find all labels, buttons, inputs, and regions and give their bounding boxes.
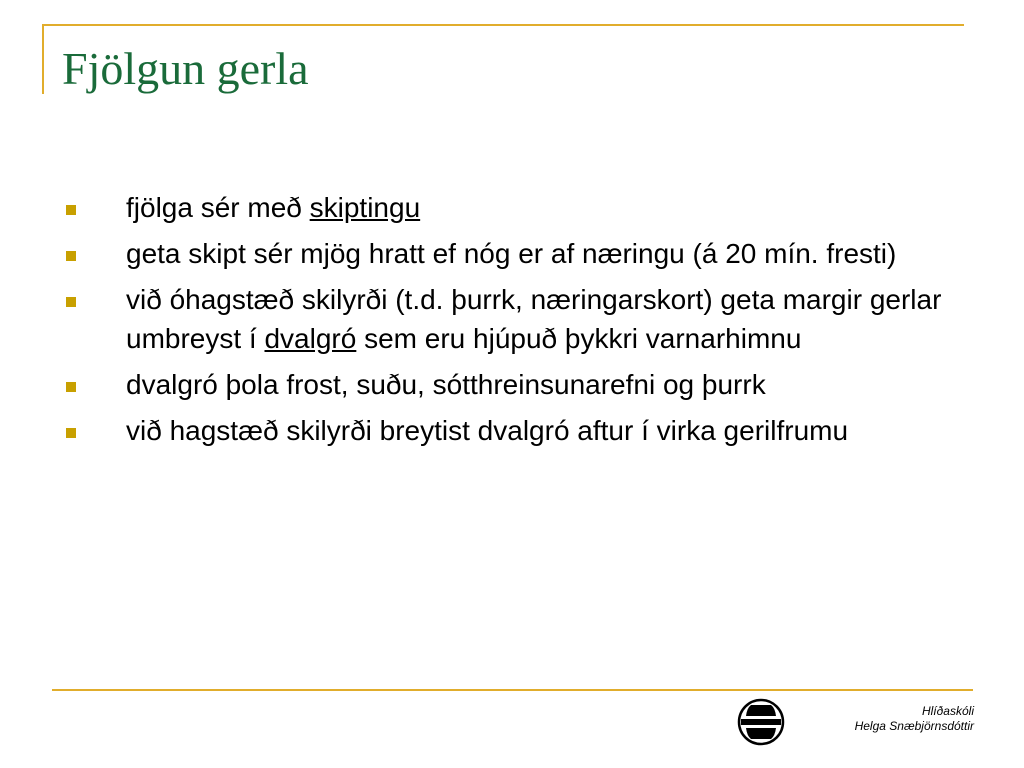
bullet-text: geta skipt sér mjög hratt ef nóg er af næringu (á 20 mín. fresti) bbox=[126, 238, 897, 269]
bullet-item-3 bbox=[66, 280, 976, 358]
dvalgro-link[interactable]: dvalgró bbox=[264, 323, 357, 354]
bullet-text: við óhagstæð skilyrði (t.d. þurrk, næringarskort) geta margir gerlar umbreyst í bbox=[126, 284, 942, 354]
bullet-text: dvalgró þola frost, suðu, sótthreinsunarefni og þurrk bbox=[126, 369, 766, 400]
bullet-square-icon bbox=[66, 205, 76, 215]
bullet-item-2 bbox=[66, 234, 976, 273]
footer-school-name: Hlíðaskóli bbox=[921, 704, 974, 718]
bullet-text: fjölga sér með bbox=[126, 192, 310, 223]
left-border-line bbox=[42, 24, 44, 94]
bullet-text: við hagstæð skilyrði breytist dvalgró aftur í virka gerilfrumu bbox=[126, 415, 849, 446]
school-emblem-icon bbox=[737, 698, 785, 746]
footer-credit bbox=[855, 704, 974, 734]
bullet-square-icon bbox=[66, 251, 76, 261]
slide-title: Fjölgun gerla bbox=[62, 43, 309, 94]
bullet-item-1 bbox=[66, 188, 976, 227]
bullet-square-icon bbox=[66, 297, 76, 307]
bullet-square-icon bbox=[66, 428, 76, 438]
bullet-item-4 bbox=[66, 365, 976, 404]
skiptingu-link[interactable]: skiptingu bbox=[309, 192, 421, 223]
top-border-line bbox=[42, 24, 964, 26]
bullet-list bbox=[66, 188, 976, 457]
footer-author-name: Helga Snæbjörnsdóttir bbox=[854, 719, 974, 733]
bullet-square-icon bbox=[66, 382, 76, 392]
bullet-text-tail: sem eru hjúpuð þykkri varnarhimnu bbox=[356, 323, 802, 354]
bullet-item-5 bbox=[66, 411, 976, 450]
footer-divider bbox=[52, 689, 973, 691]
